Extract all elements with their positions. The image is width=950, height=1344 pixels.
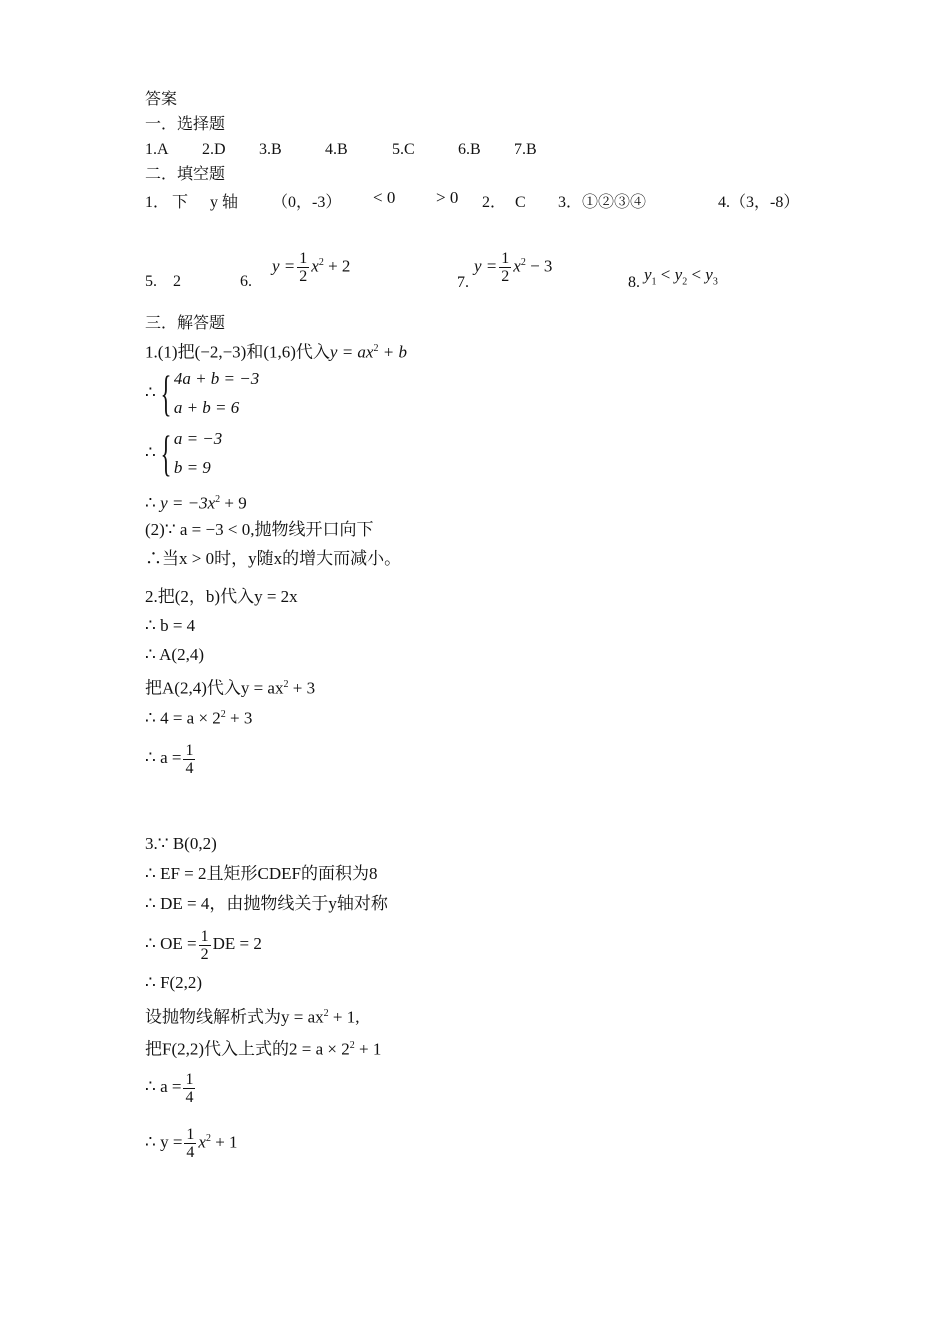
fill-q5-label: 5. bbox=[145, 273, 157, 290]
choice-answer: 2.D bbox=[202, 141, 226, 158]
fill-q6-formula: y = $\frac{1}{2}$ $x^2 + 2$ bbox=[272, 250, 351, 286]
section-heading-choice: 一．选择题 bbox=[145, 116, 226, 133]
p1-part2-conclusion: ∴当x > 0时，y随x的增大而减小。 bbox=[145, 549, 402, 568]
p3-line8: ∴ a = $\frac{1}{4}$ bbox=[145, 1070, 194, 1106]
fill-q5-answer: 2 bbox=[173, 273, 181, 290]
fraction: $\frac{1}{4}$ bbox=[185, 741, 194, 777]
section-heading-solve: 三．解答题 bbox=[145, 315, 226, 332]
section-heading-fill: 二．填空题 bbox=[145, 166, 226, 183]
p3-line3: ∴ DE = 4，由抛物线关于y轴对称 bbox=[145, 894, 388, 913]
brace: { bbox=[160, 425, 172, 481]
choice-answer: 1.A bbox=[145, 141, 169, 158]
fill-q2-label: 2． bbox=[482, 194, 507, 211]
p2-line3: ∴ A(2,4) bbox=[145, 645, 204, 664]
fraction: $\frac{1}{4}$ bbox=[186, 1126, 195, 1162]
fill-q8-label: 8. bbox=[628, 274, 640, 291]
fill-q1-answer: （0，-3） bbox=[272, 194, 342, 211]
p3-line9: ∴ y = $\frac{1}{4}$ $x^2 + 1$ bbox=[145, 1126, 238, 1162]
fill-q2-answer: C bbox=[515, 194, 526, 211]
p1-result: ∴ $y = -3x^2 + 9$ bbox=[145, 493, 247, 513]
fill-q1-answer: < 0 bbox=[373, 188, 396, 207]
fraction: $\frac{1}{2}$ bbox=[299, 250, 308, 286]
brace: { bbox=[160, 365, 172, 421]
p2-line2: ∴ b = 4 bbox=[145, 616, 196, 635]
fill-q3: 3．①②③④ bbox=[558, 194, 647, 211]
p3-line2: ∴ EF = 2且矩形CDEF的面积为8 bbox=[145, 864, 378, 883]
p3-line7: 把F(2,2)代入上式的$2 = a \times 2^2 + 1$ bbox=[145, 1039, 382, 1059]
p2-line5: ∴ $4 = a \times 2^2 + 3$ bbox=[145, 708, 253, 728]
choice-answer: 6.B bbox=[458, 141, 481, 158]
p1-line1: 1.(1)把(−2,−3)和(1,6)代入$y = ax^2 + b$ bbox=[145, 342, 407, 362]
p2-line6: ∴ a = $\frac{1}{4}$ bbox=[145, 741, 194, 777]
fill-q7-formula: y = $\frac{1}{2}$ $x^2 - 3$ bbox=[474, 250, 553, 286]
fill-q1-label: 1． bbox=[145, 194, 170, 211]
fill-q1-answer: y 轴 bbox=[210, 194, 239, 211]
fill-q7-label: 7. bbox=[457, 274, 469, 291]
p2-line4: 把A(2,4)代入$y = ax^2 + 3$ bbox=[145, 678, 316, 698]
fill-q1-answer: 下 bbox=[172, 194, 189, 211]
p3-line4: ∴ OE = $\frac{1}{2}$ DE = 2 bbox=[145, 927, 262, 963]
p3-line5: ∴ F(2,2) bbox=[145, 973, 203, 992]
page-title: 答案 bbox=[145, 91, 178, 108]
choice-answer: 4.B bbox=[325, 141, 348, 158]
choice-answer: 7.B bbox=[514, 141, 537, 158]
fill-q6-label: 6. bbox=[240, 273, 252, 290]
fraction: $\frac{1}{2}$ bbox=[501, 250, 510, 286]
fraction: $\frac{1}{2}$ bbox=[200, 927, 209, 963]
p1-part2: (2)∵ a = −3 < 0,抛物线开口向下 bbox=[145, 520, 374, 539]
fill-q4: 4.（3，-8） bbox=[718, 194, 800, 211]
p3-line6: 设抛物线解析式为$y = ax^2 + 1$, bbox=[145, 1007, 360, 1027]
fill-q8-formula: $y_1 < y_2 < y_3$ bbox=[644, 265, 718, 288]
p2-line1: 2.把(2，b)代入y = 2x bbox=[145, 587, 298, 606]
p3-line1: 3.∵ B(0,2) bbox=[145, 834, 217, 853]
fraction: $\frac{1}{4}$ bbox=[185, 1070, 194, 1106]
p1-system1: ∴ { 4a + b = −3 a + b = 6 bbox=[145, 365, 260, 421]
choice-answer: 3.B bbox=[259, 141, 282, 158]
fill-q1-answer: > 0 bbox=[436, 188, 459, 207]
choice-answer: 5.C bbox=[392, 141, 415, 158]
p1-system2: ∴ { a = −3 b = 9 bbox=[145, 425, 223, 481]
